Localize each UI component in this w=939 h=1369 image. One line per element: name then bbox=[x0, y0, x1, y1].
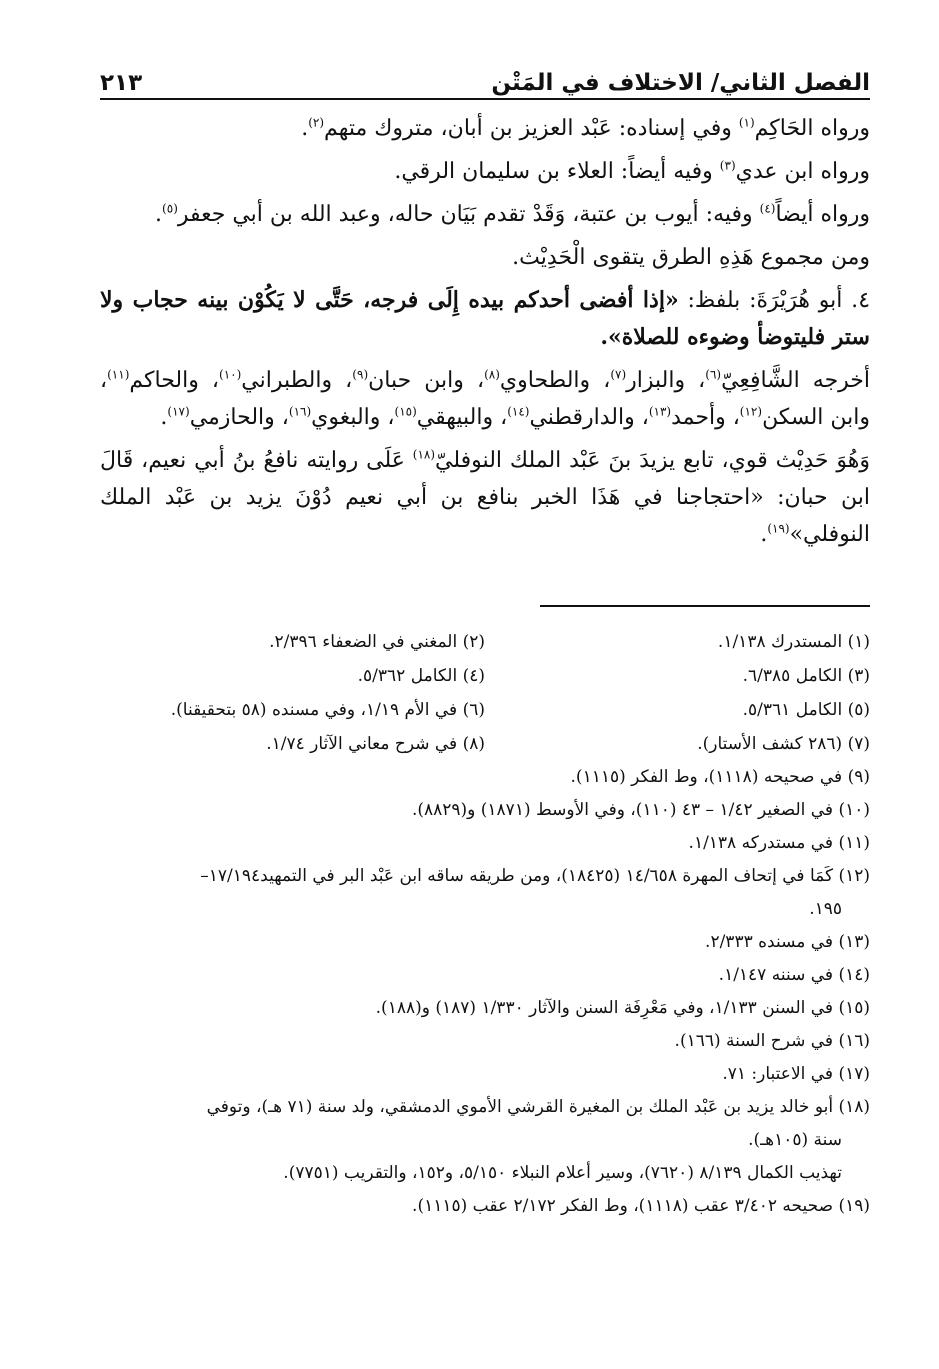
footnote-divider bbox=[540, 605, 870, 607]
footnote-ref: (٣) bbox=[719, 158, 736, 173]
footnote-ref: (٤) bbox=[759, 201, 776, 216]
footnote-ref: (٨) bbox=[484, 367, 500, 382]
text-run: ، والطبراني bbox=[241, 368, 353, 393]
footnote: (١٨) أبو خالد يزيد بن عَبْد الملك بن المغيرة القرشي الأموي الدمشقي، ولد سنة (٧١ هـ)، وتوفي bbox=[206, 1097, 870, 1117]
footnote: (١٤) في سننه ١/١٤٧. bbox=[718, 965, 870, 985]
chapter-title: الفصل الثاني/ الاختلاف في المَتْن bbox=[491, 70, 870, 96]
footnote-continuation: تهذيب الكمال ٨/١٣٩ (٧٦٢٠)، وسير أعلام النبلاء ٥/١٥٠، و١٥٢، والتقريب (٧٧٥١). bbox=[283, 1163, 842, 1183]
footnote: (٢) المغني في الضعفاء ٢/٣٩٦. bbox=[269, 632, 485, 652]
takhrij-paragraph bbox=[100, 362, 870, 436]
footnote: (٨) في شرح معاني الآثار ١/٧٤. bbox=[266, 734, 485, 754]
footnote-row bbox=[100, 625, 870, 659]
footnote-ref: (١٧) bbox=[167, 404, 190, 419]
text-run: . bbox=[301, 116, 309, 141]
text-run: ، والبزار bbox=[626, 368, 706, 393]
footnote-row bbox=[100, 659, 870, 693]
footnote-ref: (١٤) bbox=[507, 404, 530, 419]
text-run: ، والدارقطني bbox=[529, 405, 649, 430]
footnotes bbox=[100, 625, 870, 1223]
footnote-continuation: سنة (١٠٥هـ). bbox=[748, 1130, 842, 1150]
hadith-paragraph bbox=[100, 282, 870, 356]
footnote-ref: (١٠) bbox=[219, 367, 242, 382]
footnote: (١٢) كَمَا في إتحاف المهرة ١٤/٦٥٨ (١٨٤٢٥)، ومن طريقه ساقه ابن عَبْد البر في التمهيد١٧/١٩٤– bbox=[200, 866, 870, 886]
running-header bbox=[100, 58, 870, 100]
text-run: . bbox=[155, 202, 163, 227]
text-run: وَهُوَ حَدِيْث قوي، تابع يزيدَ بنَ عَبْد الملك النوفليّ bbox=[435, 448, 870, 473]
footnote-ref: (٥) bbox=[162, 201, 178, 216]
footnote: (١٣) في مسنده ٢/٣٣٣. bbox=[705, 932, 870, 952]
text-run: ورواه ابن عدي bbox=[735, 159, 870, 184]
text-run: ، وأحمد bbox=[671, 405, 740, 430]
main-text bbox=[100, 110, 870, 553]
text-run: ومن مجموع هَذِهِ الطرق يتقوى الْحَدِيْث. bbox=[512, 245, 870, 270]
footnote: (٧) (٢٨٦ كشف الأستار). bbox=[697, 734, 870, 754]
text-run: عَلَى روايته نافعُ بنُ أبي نعيم، قَالَ ابن حبان: «احتجاجنا في هَذَا الخبر بنافع بن أبي نعيم دُوْنَ يزيد بن عَبْد الملك النوفلي» bbox=[100, 448, 870, 547]
footnote: (١٧) في الاعتبار: ٧١. bbox=[722, 1064, 870, 1084]
footnote: (١٥) في السنن ١/١٣٣، وفي مَعْرِفَة السنن والآثار ١/٣٣٠ (١٨٧) و(١٨٨). bbox=[375, 998, 870, 1018]
footnote: (١٠) في الصغير ١/٤٢ – ٤٣ (١١٠)، وفي الأوسط (١٨٧١) و(٨٨٢٩). bbox=[411, 800, 870, 820]
footnote: (٤) الكامل ٥/٣٦٢. bbox=[357, 666, 485, 686]
footnote-ref: (١١) bbox=[107, 367, 130, 382]
footnote-continuation: ١٩٥. bbox=[809, 899, 842, 919]
page bbox=[100, 58, 870, 1223]
text-run: ورواه الحَاكِم bbox=[754, 116, 870, 141]
text-run: وفيه أيضاً: العلاء بن سليمان الرقي. bbox=[394, 159, 720, 184]
text-run: وفيه: أيوب بن عتبة، وَقَدْ تقدم بَيَان حاله، وعبد الله بن أبي جعفر bbox=[177, 202, 760, 227]
paragraph bbox=[100, 196, 870, 233]
text-run: ، والحاكم bbox=[129, 368, 220, 393]
text-run: ، والبيهقي bbox=[416, 405, 508, 430]
footnote: (١٦) في شرح السنة (١٦٦). bbox=[674, 1031, 870, 1051]
text-run: ، والبغوي bbox=[311, 405, 395, 430]
footnote-ref: (١٥) bbox=[394, 404, 417, 419]
footnote-ref: (٦) bbox=[705, 367, 722, 382]
paragraph bbox=[100, 110, 870, 147]
text-run: . bbox=[760, 522, 768, 547]
closing-paragraph bbox=[100, 442, 870, 553]
footnote-ref: (٢) bbox=[308, 115, 325, 130]
footnote: (٥) الكامل ٥/٣٦١. bbox=[742, 700, 870, 720]
footnote-ref: (١٢) bbox=[739, 404, 763, 419]
footnote-row bbox=[100, 693, 870, 727]
footnote: (٦) في الأم ١/١٩، وفي مسنده (٥٨ بتحقيقنا). bbox=[170, 700, 485, 720]
text-run: ، والطحاوي bbox=[499, 368, 611, 393]
hadith-text: «إذا أفضى أحدكم بيده إِلَى فرجه، حَتَّى لا يَكُوْن بينه حجاب ولا ستر فليتوضأ وضوءه للصلاة». bbox=[100, 287, 870, 350]
footnote-ref: (١٦) bbox=[288, 404, 312, 419]
footnote: (٩) في صحيحه (١١١٨)، وط الفكر (١١١٥). bbox=[570, 767, 870, 787]
footnote-ref: (٩) bbox=[352, 367, 369, 382]
footnote: (١٩) صحيحه ٣/٤٠٢ عقب (١١١٨)، وط الفكر ٢/١٧٢ عقب (١١١٥). bbox=[412, 1196, 870, 1216]
footnote-ref: (١٣) bbox=[648, 404, 672, 419]
footnote-ref: (١٨) bbox=[412, 447, 436, 462]
text-run: وفي إسناده: عَبْد العزيز بن أبان، متروك متهم bbox=[324, 116, 739, 141]
footnote-row bbox=[100, 727, 870, 761]
text-run: ، وابن السكن bbox=[100, 368, 870, 430]
text-run: ورواه أيضاً bbox=[775, 202, 870, 227]
text-run: ، والحازمي bbox=[189, 405, 289, 430]
text-run: . bbox=[160, 405, 168, 430]
footnote-ref: (١) bbox=[738, 115, 755, 130]
footnote-ref: (١٩) bbox=[767, 521, 790, 536]
footnote: (٣) الكامل ٦/٣٨٥. bbox=[742, 666, 870, 686]
hadith-lead: ٤. أبو هُرَيْرَةَ: بلفظ: bbox=[678, 288, 871, 313]
footnote: (١) المستدرك ١/١٣٨. bbox=[717, 632, 870, 652]
paragraph bbox=[100, 153, 870, 190]
page-number: ٢١٣ bbox=[100, 70, 143, 96]
footnote: (١١) في مستدركه ١/١٣٨. bbox=[688, 833, 870, 853]
text-run: أخرجه الشَّافِعِيّ bbox=[721, 368, 871, 393]
text-run: ، وابن حبان bbox=[368, 368, 485, 393]
paragraph bbox=[100, 239, 870, 276]
footnote-ref: (٧) bbox=[610, 367, 627, 382]
